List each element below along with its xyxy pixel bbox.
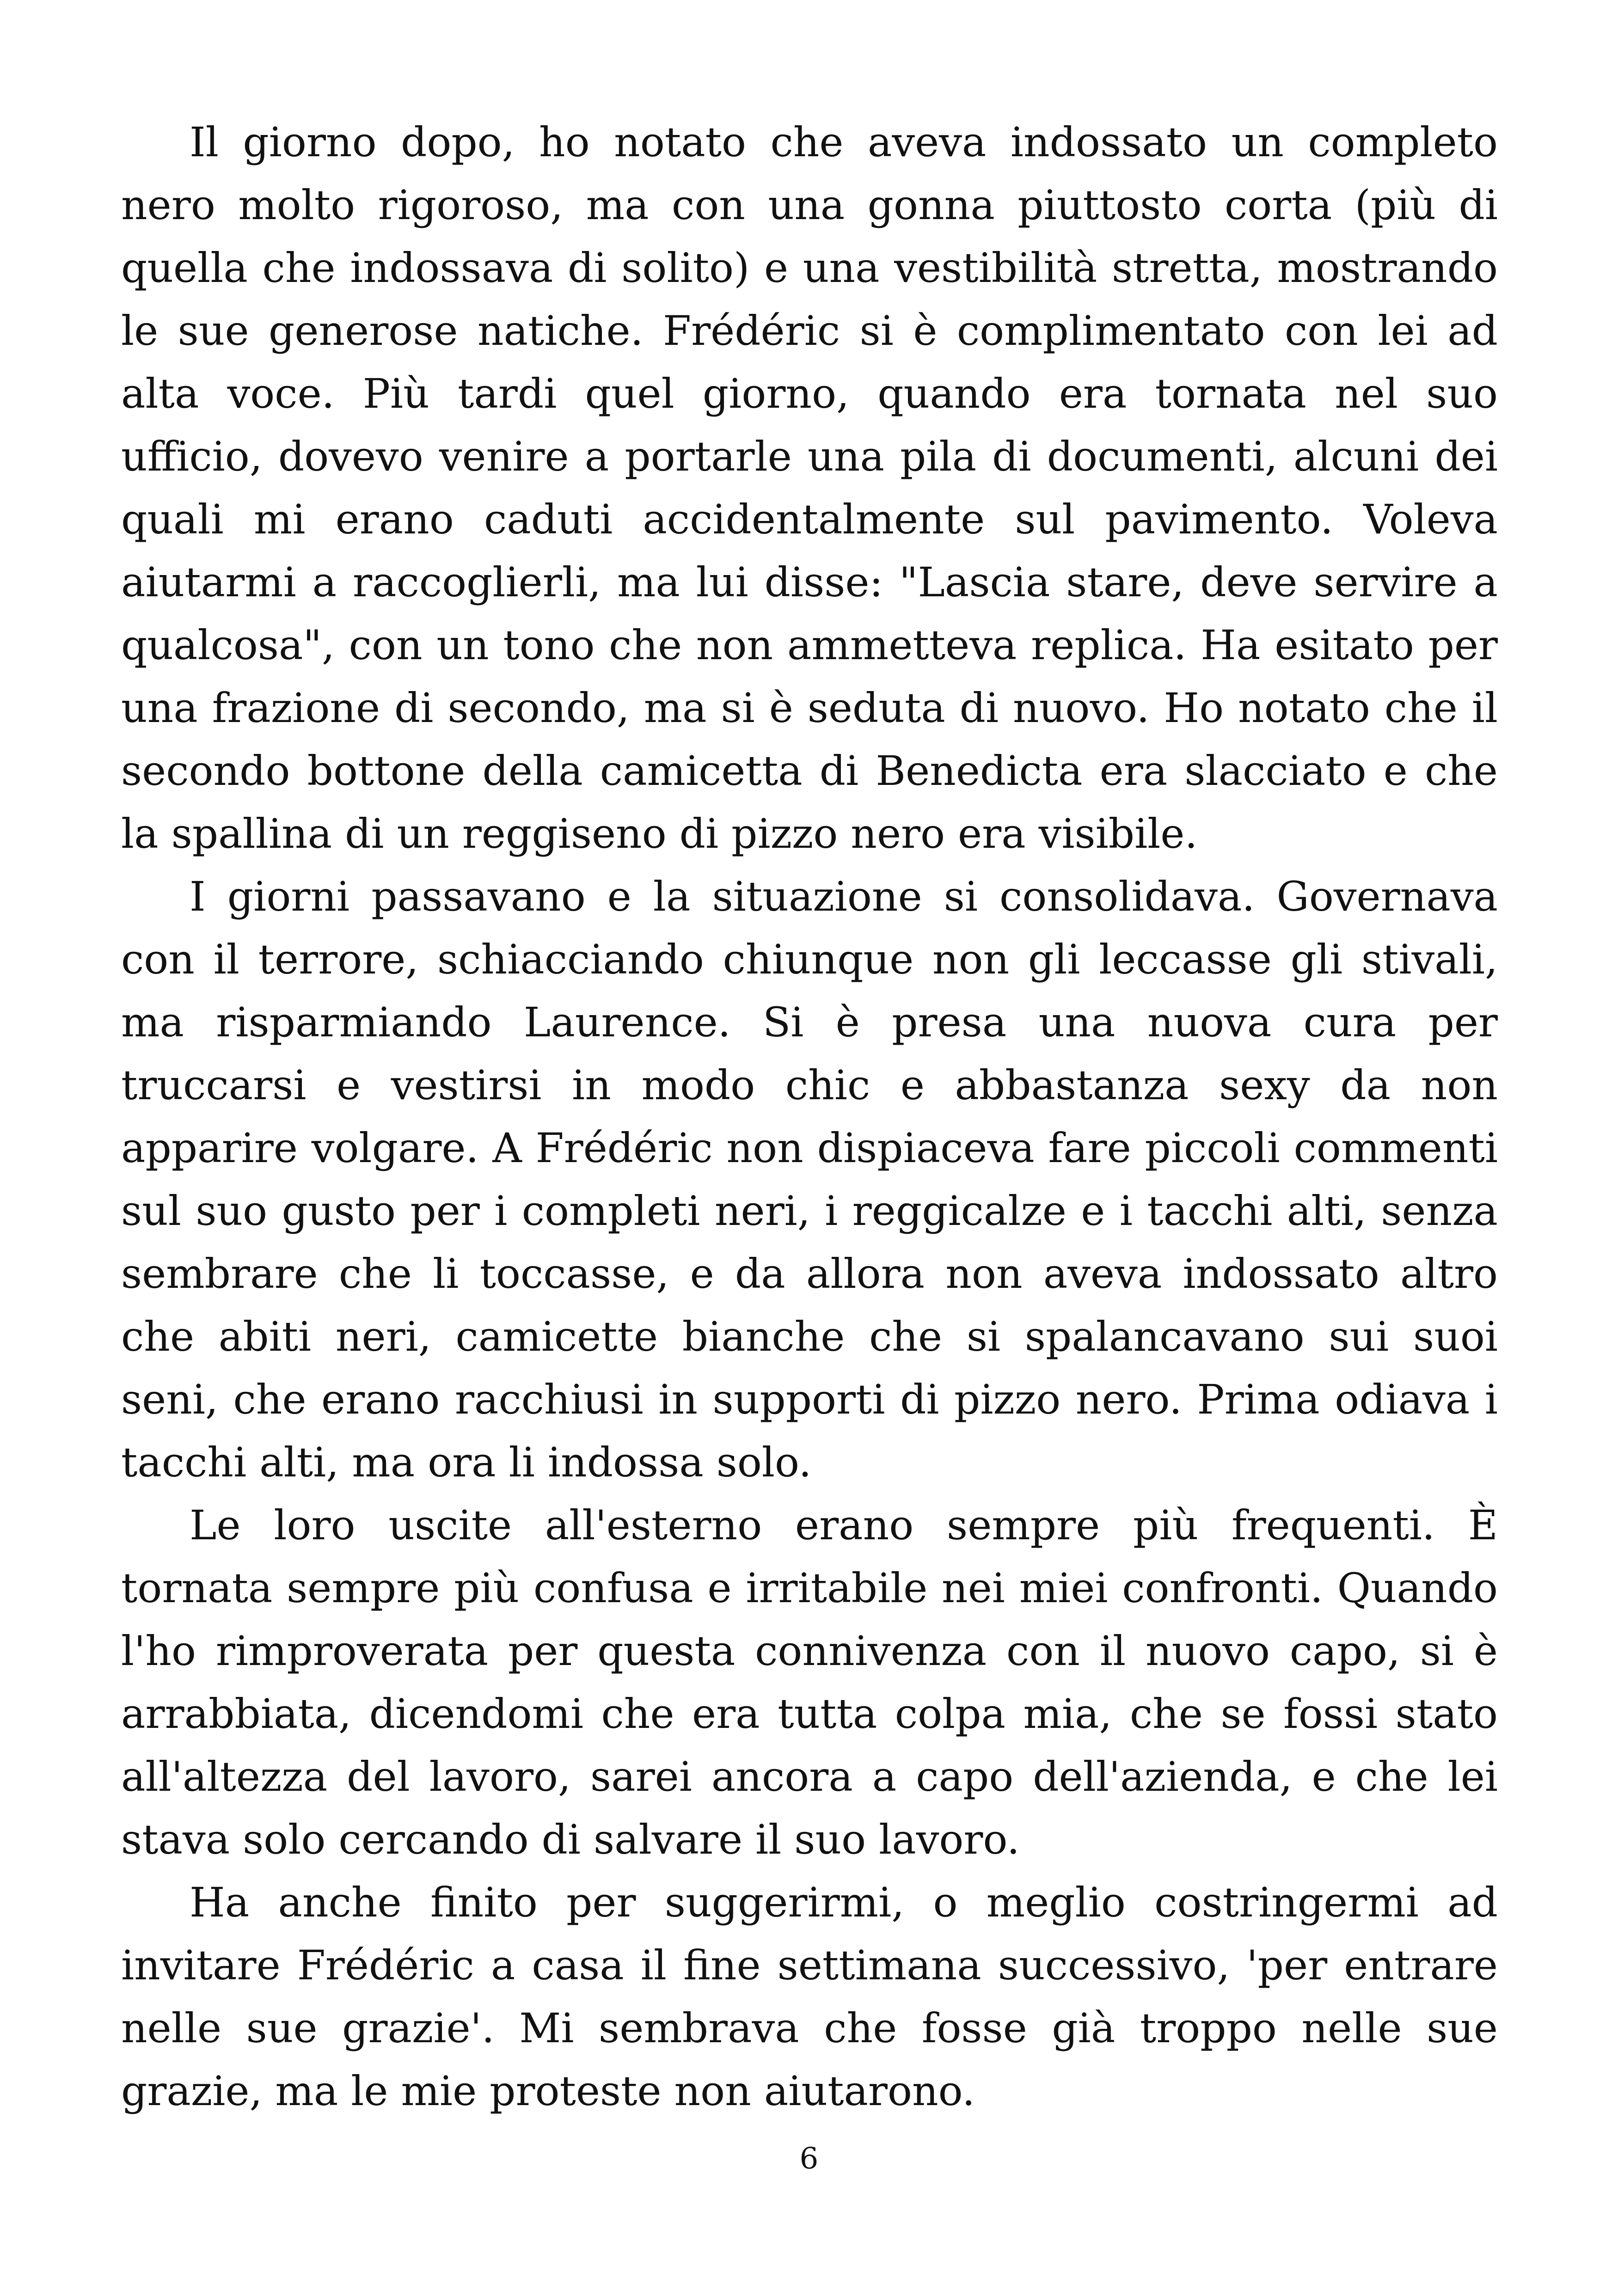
paragraph-4: Ha anche finito per suggerirmi, o meglio costringermi ad invitare Frédéric a casa il fine settimana successivo, 'per entrare nelle sue grazie'. Mi sembrava che fosse già troppo nelle sue grazie, ma le mie proteste non aiutarono. — [121, 1879, 1498, 2115]
paragraph-3: Le loro uscite all'esterno erano sempre più frequenti. È tornata sempre più confusa e irritabile nei miei confronti. Quando l'ho rimproverata per questa connivenza con il nuovo capo, si è arrabbiata, dicendomi che era tutta colpa mia, che se fossi stato all'altezza del lavoro, sarei ancora a capo dell'azienda, e che lei stava solo cercando di salvare il suo lavoro. — [121, 1501, 1498, 1863]
paragraph-1: Il giorno dopo, ho notato che aveva indossato un completo nero molto rigoroso, ma con una gonna piuttosto corta (più di quella che indossava di solito) e una vestibilità stretta, mostrando le sue generose natiche. Frédéric si è complimentato con lei ad alta voce. Più tardi quel giorno, quando era tornata nel suo ufficio, dovevo venire a portarle una pila di documenti, alcuni dei quali mi erano caduti accidentalmente sul pavimento. Voleva aiutarmi a raccoglierli, ma lui disse: "Lascia stare, deve servire a qualcosa", con un tono che non ammetteva replica. Ha esitato per una frazione di secondo, ma si è seduta di nuovo. Ho notato che il secondo bottone della camicetta di Benedicta era slacciato e che la spallina di un reggiseno di pizzo nero era visibile. — [121, 118, 1498, 857]
page-number: 6 — [799, 2142, 819, 2176]
page-body-text — [121, 111, 1498, 2123]
paragraph-2: I giorni passavano e la situazione si consolidava. Governava con il terrore, schiacciando chiunque non gli leccasse gli stivali, ma risparmiando Laurence. Si è presa una nuova cura per truccarsi e vestirsi in modo chic e abbastanza sexy da non apparire volgare. A Frédéric non dispiaceva fare piccoli commenti sul suo gusto per i completi neri, i reggicalze e i tacchi alti, senza sembrare che li toccasse, e da allora non aveva indossato altro che abiti neri, camicette bianche che si spalancavano sui suoi seni, che erano racchiusi in supporti di pizzo nero. Prima odiava i tacchi alti, ma ora li indossa solo. — [121, 873, 1498, 1486]
